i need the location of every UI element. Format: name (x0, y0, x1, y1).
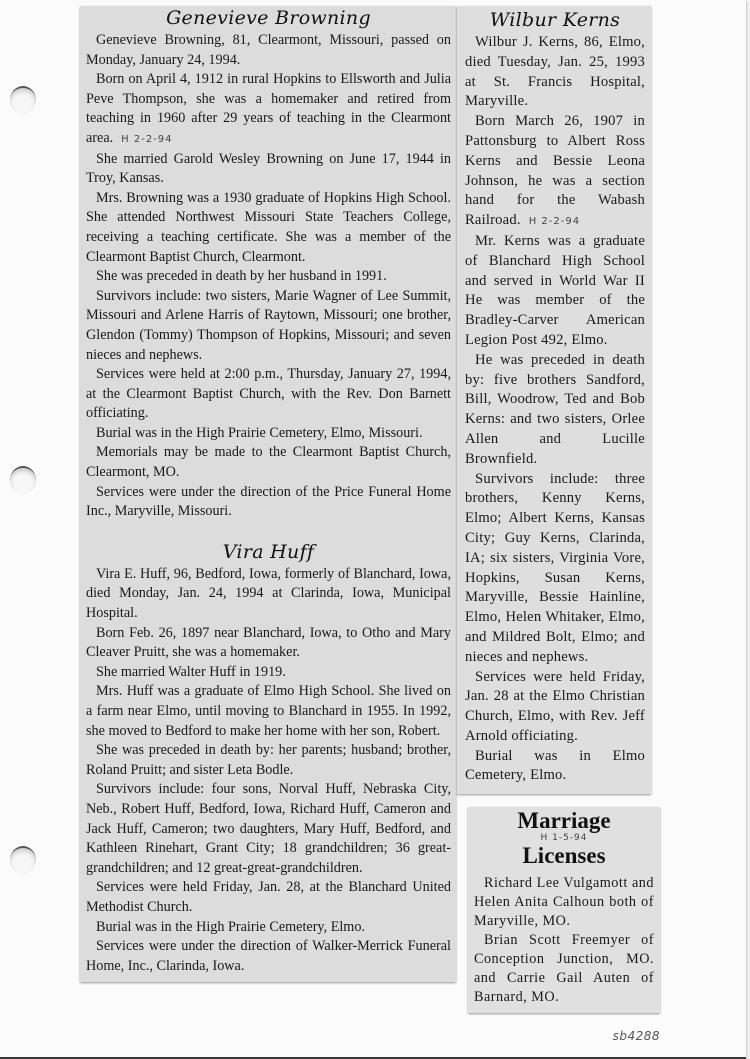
obituary-paragraph: Born Feb. 26, 1897 near Blanchard, Iowa, to Otho and Mary Cleaver Pruitt, she was a homemaker. (86, 624, 451, 661)
marriage-header (474, 807, 654, 870)
obituary-paragraph: Survivors include: three brothers, Kenny Kerns, Elmo; Albert Kerns, Kansas City; Guy Kerns, Clarinda, IA; six sisters, Virginia Vore, Hopkins, Susan Kerns, Maryville, Bessie Hainline, Elmo, Helen Whitaker, Elmo, and Mildred Bolt, Elmo; and nieces and nephews. (465, 470, 645, 665)
obituary-paragraph: Burial was in the High Prairie Cemetery, Elmo, Missouri. (96, 424, 423, 441)
obituary-paragraph: She was preceded in death by: her parents; husband; brother, Roland Pruitt; and sister Leta Bodle. (86, 742, 451, 778)
obituary-paragraph: Mrs. Huff was a graduate of Elmo High School. She lived on a farm near Elmo, until moving to Blanchard in 1955. In 1992, she moved to Bedford to make her home with her son, Robert. (86, 683, 451, 739)
obituary-wilbur-kerns (457, 6, 651, 794)
obituary-headline: Vira Huff (222, 540, 315, 563)
obituary-paragraph: Services were held Friday, Jan. 28, at the Blanchard United Methodist Church. (86, 879, 451, 915)
obituary-paragraph: Wilbur J. Kerns, 86, Elmo, died Tuesday, Jan. 25, 1993 at St. Francis Hospital, Maryville. (465, 34, 645, 110)
obituary-paragraph: She married Walter Huff in 1919. (96, 663, 286, 680)
obituary-vira-huff (86, 540, 451, 976)
marriage-title-line1: Marriage (517, 808, 611, 834)
obituary-headline: Wilbur Kerns (489, 9, 621, 31)
punch-hole (10, 86, 36, 114)
obituary-paragraph: Vira E. Huff, 96, Bedford, Iowa, formerly of Blanchard, Iowa, died Monday, Jan. 24, 1994 at Clarinda, Iowa, Municipal Hospital. (86, 565, 451, 622)
obituary-paragraph: She married Garold Wesley Browning on June 17, 1944 in Troy, Kansas. (86, 150, 451, 187)
handwritten-date-note: H 2-2-94 (121, 133, 173, 145)
obituary-paragraph: Burial was in Elmo Cemetery, Elmo. (465, 747, 645, 784)
paragraph-text: Born on April 4, 1912 in rural Hopkins to Ellsworth and Julia Peve Thompson, she was a homemaker and retired from teaching in 1960 after 29 years of teaching in the Clearmont area. (86, 71, 451, 146)
obituary-paragraph: Services were held at 2:00 p.m., Thursday, January 27, 1994, at the Clearmont Baptist Church, with the Rev. Don Barnett officiating. (86, 366, 451, 422)
obituary-paragraph: Memorials may be made to the Clearmont Baptist Church, Clearmont, MO. (86, 444, 451, 481)
obituary-paragraph: Genevieve Browning, 81, Clearmont, Missouri, passed on Monday, January 24, 1994. (86, 32, 451, 68)
clipping-left (80, 6, 456, 982)
obituary-paragraph: Burial was in the High Prairie Cemetery, Elmo. (96, 918, 365, 935)
handwritten-date-note: H 1-5-94 (540, 833, 588, 844)
obituary-paragraph: She was preceded in death by her husband in 1991. (96, 268, 387, 285)
obituary-paragraph (465, 112, 645, 232)
punch-hole (10, 846, 36, 874)
obituary-paragraph: Survivors include: two sisters, Marie Wagner of Lee Summit, Missouri and Arlene Harris of Raytown, Missouri; one brother, Glendon (Tommy) Thompson of Hopkins, Missouri; and seven nieces and nephews. (86, 287, 451, 363)
obituary-paragraph: Survivors include: four sons, Norval Huff, Nebraska City, Neb., Robert Huff, Bedford, Iowa, Richard Huff, Cameron and Jack Huff, Cameron; two daughters, Mary Huff, Bedford, and Kathleen Rinehart, Grant City; 18 grandchildren; 36 great-grandchildren; and 12 great-great-grandchildren. (86, 781, 451, 876)
obituary-paragraph: Mrs. Browning was a 1930 graduate of Hopkins High School. She attended Northwest Missouri State Teachers College, receiving a teaching certificate. She was a member of the Clearmont Baptist Church, Clearmont. (86, 189, 451, 265)
obituary-paragraph (86, 70, 451, 149)
catalog-id-handwritten: sb4288 (612, 1029, 660, 1044)
obituary-paragraph: Services were under the direction of the Price Funeral Home Inc., Maryville, Missouri. (86, 483, 451, 520)
obituary-paragraph: He was preceded in death by: five brothers Sandford, Bill, Woodrow, Ted and Bob Kerns: and two sisters, Orlee Allen and Lucille Brownfield. (465, 351, 645, 467)
handwritten-date-note: H 2-2-94 (528, 216, 581, 228)
marriage-title-line2: Licenses (522, 843, 606, 869)
marriage-entry: Brian Scott Freemyer of Conception Junction, MO. and Carrie Gail Auten of Barnard, MO. (474, 932, 654, 1006)
marriage-entry: Richard Lee Vulgamott and Helen Anita Calhoun both of Maryville, MO. (474, 875, 654, 930)
paragraph-text: Born March 26, 1907 in Pattonsburg to Albert Ross Kerns and Bessie Leona Johnson, he was a section hand for the Wabash Railroad. (465, 113, 645, 229)
obituary-headline: Genevieve Browning (166, 7, 371, 29)
punch-hole (10, 466, 36, 494)
obituary-paragraph: Services were under the direction of Walker-Merrick Funeral Home, Inc., Clarinda, Iowa. (86, 938, 451, 974)
obituary-paragraph: Services were held Friday, Jan. 28 at the Elmo Christian Church, Elmo, with Rev. Jeff Arnold officiating. (465, 668, 645, 744)
marriage-licenses (468, 807, 660, 1013)
obituary-spacer (86, 522, 451, 540)
obituary-paragraph: Mr. Kerns was a graduate of Blanchard High School and served in World War II He was member of the Bradley-Carver American Legion Post 492, Elmo. (465, 232, 645, 348)
obituary-genevieve-browning (86, 6, 451, 522)
right-stack (457, 6, 663, 1013)
